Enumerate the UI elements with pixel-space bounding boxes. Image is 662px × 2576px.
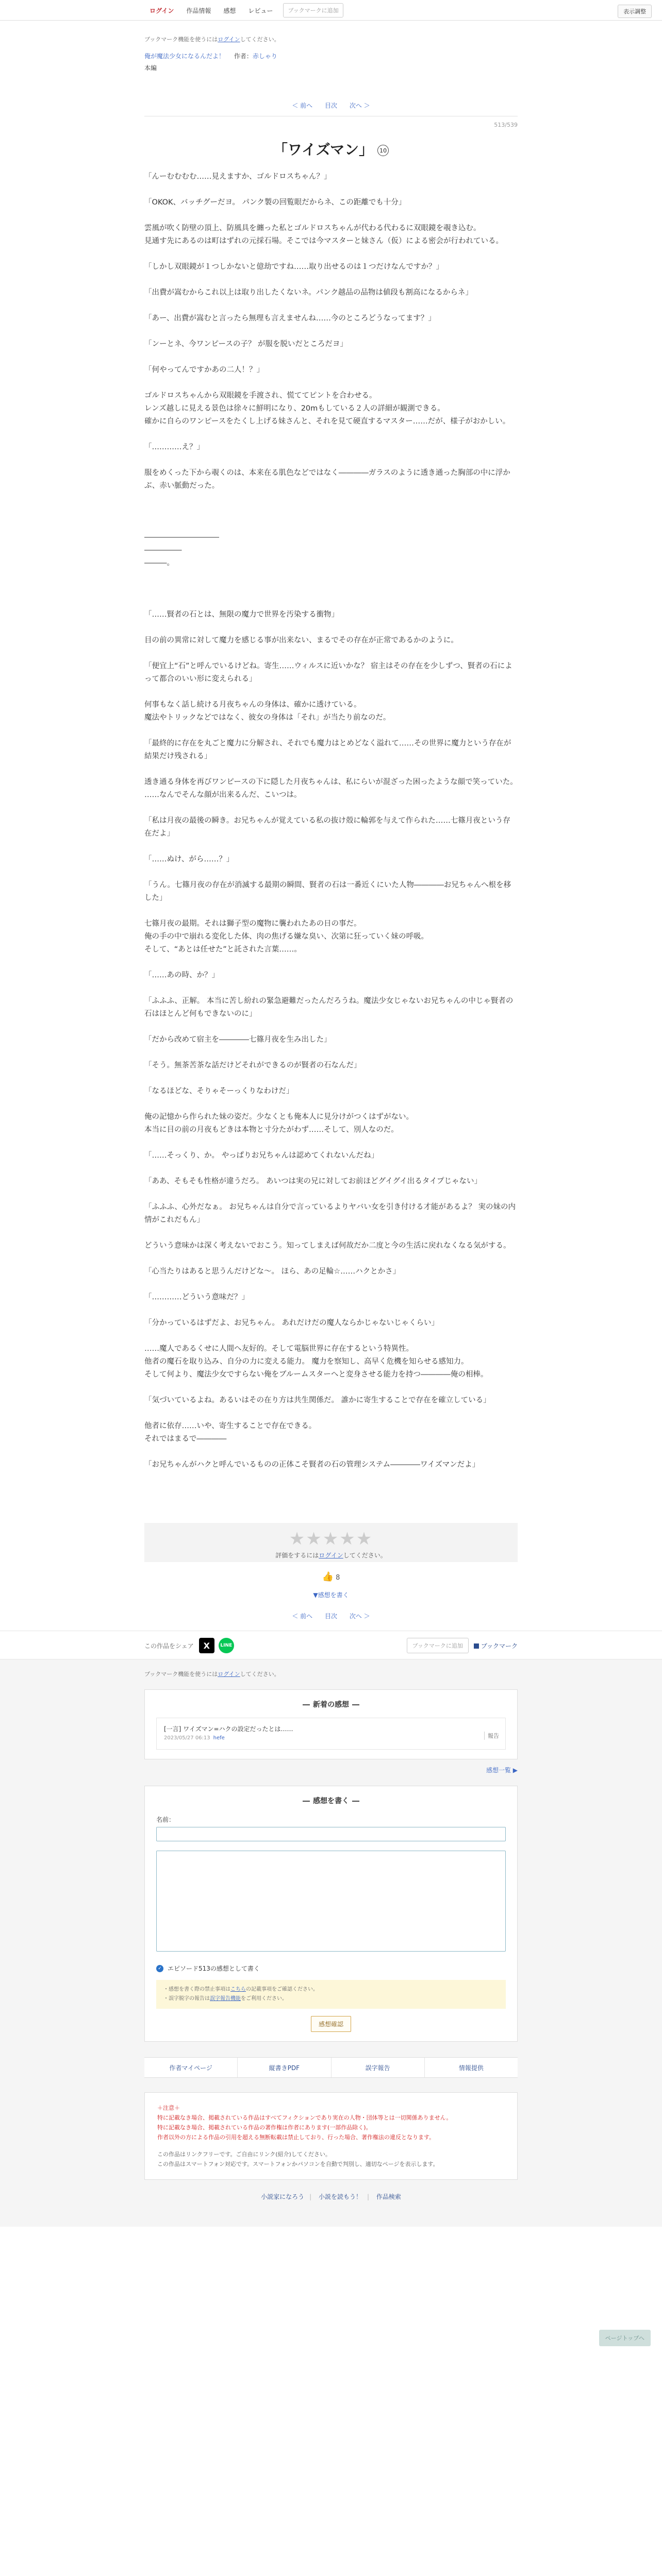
- bookmark-login-notice: [144, 21, 518, 43]
- confirm-wrap: [156, 2016, 506, 2032]
- novel-paragraph: [144, 1188, 518, 1201]
- novel-paragraph: 「OKOK、バッチグーだヨ。 パンク製の回覧眼だからネ、この距離でも十分」: [144, 198, 406, 207]
- rules-link[interactable]: こちら: [230, 1987, 246, 1992]
- form-notice-box: [156, 1980, 506, 2009]
- novel-paragraph: ……魔人であるくせに人間へ友好的。そして電脳世界に存在するという特異性。: [144, 1345, 413, 1353]
- toc-link[interactable]: 目次: [324, 102, 337, 109]
- thumbs-up-icon[interactable]: 👍: [322, 1571, 334, 1582]
- novel-paragraph: [144, 428, 518, 441]
- novel-paragraph: [144, 905, 518, 918]
- novel-paragraph: 俺の手の中で崩れる変化した体、肉の焦げる嫌な臭い、次第に狂っていく妹の呼吸。: [144, 933, 428, 941]
- info-provide-link[interactable]: 情報提供: [458, 2064, 484, 2072]
- notice-warning-box: [144, 2092, 518, 2180]
- novel-paragraph: 「ンーとネ、今ワンピースの子？ が服を脱いだところだヨ」: [144, 340, 347, 348]
- novel-paragraph: [144, 454, 518, 467]
- novel-paragraph: [144, 274, 518, 286]
- novel-paragraph: 「んーむむむむ……見えますか、ゴルドロスちゃん？」: [144, 173, 332, 181]
- novel-paragraph: 「なるほどな、そりゃそーっくりなわけだ」: [144, 1087, 294, 1095]
- episode-check-label: エピソード513の感想として書く: [168, 1965, 260, 1972]
- novel-paragraph: [144, 956, 518, 969]
- next-link-bottom[interactable]: 次へ ＞: [349, 1613, 370, 1620]
- novel-paragraph: [144, 802, 518, 815]
- report-button[interactable]: 報告: [484, 1732, 499, 1740]
- novel-paragraph: ――――――――――: [144, 533, 219, 541]
- novel-paragraph: 「最終的に存在を丸ごと魔力に分解され、それでも魔力はとめどなく溢れて……その世界に魔力という存在が結果だけ残される」: [144, 739, 511, 760]
- form-title-text: 感想を書く: [313, 1797, 349, 1805]
- rating-stars[interactable]: ★★★★★: [289, 1529, 373, 1549]
- novel-paragraph: 雲風が吹く防壁の頂上、防風具を纏った私とゴルドロスちゃんが代わる代わるに双眼鏡を覗き込む。: [144, 224, 481, 232]
- write-impression-title: ― 感想を書く ―: [303, 1797, 359, 1805]
- footer-nav: [144, 2057, 518, 2078]
- prev-link-bottom[interactable]: ＜ 前へ: [292, 1613, 313, 1620]
- novel-paragraph: [144, 493, 518, 505]
- form-notice-1: [163, 1985, 499, 1994]
- novel-paragraph: 「あー、出費が嵩むと言ったら無理も言えませんね……今のところどうなってます？」: [144, 314, 436, 323]
- episode-title: [144, 139, 518, 159]
- novel-paragraph: 見通す先にあるのは町はずれの元採石場。そこでは今マスターと妹さん（仮）による密会が行われている。: [144, 237, 503, 245]
- novel-paragraph: 「…………え？」: [144, 443, 204, 451]
- author-link[interactable]: 赤しゃり: [252, 53, 277, 60]
- novel-paragraph: 魔法やトリックなどではなく、彼女の身体は「それ」が当たり前なのだ。: [144, 714, 391, 722]
- novel-paragraph: 何事もなく話し続ける月夜ちゃんの身体は、確かに透けている。: [144, 701, 361, 709]
- novel-paragraph: [144, 1381, 518, 1394]
- novel-paragraph: [144, 1330, 518, 1343]
- novel-paragraph: どういう意味かは深く考えないでおこう。知ってしまえば何故だか二度と今の生活に戻れなくなる気がする。: [144, 1242, 511, 1250]
- impression-container: [144, 1670, 518, 2211]
- name-label: 名前：: [156, 1816, 175, 1823]
- checkbox-checked-icon[interactable]: ✓: [156, 1965, 163, 1972]
- novel-paragraph: [144, 209, 518, 222]
- chapter-label: 本編: [144, 64, 157, 72]
- toc-link-bottom[interactable]: 目次: [324, 1613, 337, 1620]
- notice-text-before: ブックマーク機能を使うには: [144, 36, 218, 43]
- novel-paragraph: 「……あの時、か？」: [144, 971, 219, 979]
- novel-paragraph: 俺の記憶から作られた妹の姿だ。少なくとも俺本人に見分けがつくはずがない。: [144, 1113, 413, 1121]
- bookmark-add-button-top[interactable]: ブックマークに追加: [283, 3, 343, 18]
- novel-paragraph: 「分かっているはずだよ、お兄ちゃん。 あれだけだの魔人ならかじゃないじゃくらい」: [144, 1319, 439, 1327]
- novel-paragraph: 「何やってんですかあの二人！？」: [144, 366, 264, 374]
- rating-box: [144, 1523, 518, 1562]
- novel-paragraph: 「心当たりはあると思うんだけどな～。 ほら、あの足輪☆……ハクとかさ」: [144, 1267, 401, 1276]
- novel-paragraph: 服をめくった下から覗くのは、本来在る肌色などではなく――――ガラスのように透き通った胸部の中に浮かぶ、赤い脈動だった。: [144, 469, 510, 490]
- write-impression-link[interactable]: ▼感想を書く: [313, 1591, 349, 1599]
- novel-paragraph: [144, 1072, 518, 1085]
- episode-title-text: 「ワイズマン」: [273, 141, 374, 158]
- like-count: 8: [336, 1574, 340, 1582]
- line-share-icon[interactable]: LINE: [219, 1638, 234, 1653]
- novel-paragraph: 「……賢者の石とは、無限の魔力で世界を汚染する衝物」: [144, 611, 339, 619]
- novel-paragraph: [144, 647, 518, 660]
- rating-text-before: 評価をするには: [275, 1552, 319, 1559]
- novel-paragraph: [144, 596, 518, 608]
- novel-paragraph: [144, 505, 518, 518]
- form-notice-1-before: ・感想を書く際の禁止事項は: [163, 1987, 230, 1992]
- novel-paragraph: そして、“あとは任せた”と託された言葉……。: [144, 945, 302, 954]
- novel-paragraph: 確かに自らのワンピースをたくし上げる妹さんと、それを見て硬直するマスター……だが、様子がおかしい。: [144, 417, 510, 426]
- impression-user-link[interactable]: hefe: [213, 1735, 225, 1741]
- episode-number: 513/539: [494, 122, 518, 128]
- novel-paragraph: ―――――: [144, 546, 182, 554]
- write-impression-anchor: [144, 1590, 518, 1599]
- novel-paragraph: [144, 840, 518, 853]
- novel-paragraph: 他者に依存……いや、寄生することで存在できる。: [144, 1422, 317, 1430]
- novel-paragraph: [144, 982, 518, 995]
- novel-paragraph: [144, 621, 518, 634]
- novel-paragraph: [144, 377, 518, 389]
- notice-text-after: してください。: [240, 36, 280, 43]
- novel-paragraph: 「そう。無茶苦茶な話だけどそれができるのが賢者の石なんだ」: [144, 1061, 361, 1070]
- typo-report-link[interactable]: 誤字報告機能: [210, 1996, 241, 2002]
- novel-paragraph: [144, 183, 518, 196]
- form-notice-2-before: ・誤字脱字の報告は: [163, 1996, 210, 2002]
- novel-paragraph: 「私は月夜の最後の瞬き。お兄ちゃんが覚えている私の抜け殻に輪郭を与えて作られた……七篠月夜という存在だよ」: [144, 817, 510, 838]
- form-notice-1-after: の記載事項をご確認ください。: [246, 1987, 318, 1992]
- warning-line-2: 特に記載なき場合、掲載されている作品の著作権は作者にあります(一部作品除く)。: [157, 2124, 372, 2131]
- main-container: [144, 21, 518, 1620]
- novel-paragraph: [144, 1021, 518, 1033]
- work-info-link[interactable]: 作品情報: [186, 7, 211, 14]
- novel-paragraph: レンズ越しに見える景色は徐々に鮮明になり、20mもしている２人の詳細が観測できる。: [144, 404, 445, 413]
- novel-paragraph: 「だから改めて宿主を――――七篠月夜を生み出した」: [144, 1036, 332, 1044]
- novel-paragraph: 「うん。七篠月夜の存在が消滅する最期の瞬間、賢者の石は一番近くにいた人物――――お兄ちゃんへ根を移した」: [144, 881, 511, 902]
- novel-title-link[interactable]: 俺が魔法少女になるんだよ！: [144, 53, 225, 60]
- novel-paragraph: [144, 686, 518, 699]
- novel-paragraph: ゴルドロスちゃんから双眼鏡を手渡され、慌ててピントを合わせる。: [144, 392, 377, 400]
- top-bar: [0, 0, 662, 21]
- share-bookmark-area: [407, 1638, 518, 1653]
- novel-paragraph: [144, 583, 518, 596]
- impression-item[interactable]: [156, 1718, 506, 1750]
- novel-paragraph: [144, 248, 518, 261]
- novel-paragraph: 「便宜上“石”と呼んでいるけどね。寄生……ウィルスに近いかな？ 宿主はその存在を少しずつ、賢者の石によって都合のいい形に変えられる」: [144, 662, 512, 683]
- typo-report-footer-link[interactable]: 誤字報告: [332, 2058, 425, 2077]
- novel-paragraph: 七篠月夜の最期。それは獅子型の魔物に襲われたあの日の事だ。: [144, 920, 361, 928]
- notice-login-link[interactable]: ログイン: [218, 36, 240, 43]
- display-settings-button[interactable]: 表示調整: [618, 5, 652, 18]
- bookmark-label: ブックマーク: [481, 1642, 518, 1650]
- novel-paragraph: [144, 763, 518, 776]
- bottom-links: 小説家になろう | 小説を読もう！ | 作品検索: [261, 2193, 401, 2200]
- impression-item-meta: [164, 1735, 498, 1741]
- novel-paragraph: 本当に目の前の月夜もどきは本物と寸分たがわず……そして、別人なのだ。: [144, 1126, 399, 1134]
- confirm-impression-button[interactable]: 感想確認: [311, 2016, 351, 2032]
- notice-text-before-2: ブックマーク機能を使うには: [144, 1671, 218, 1677]
- novel-paragraph: ―――。: [144, 559, 174, 567]
- novel-paragraph: [144, 299, 518, 312]
- novel-paragraph: 目の前の異常に対して魔力を感じる事が出来ない、まるでその存在が正常であるかのように。: [144, 636, 458, 645]
- episode-pager-top: [144, 101, 518, 110]
- novel-paragraph: 「ふふふ、正解。 本当に苦し紛れの緊急避難だったんだろうね。魔法少女じゃないお兄ちゃんの中じゃ賢者の石はほとんど何もできないのに」: [144, 997, 514, 1018]
- latest-impressions-title: ― 新着の感想 ―: [303, 1701, 359, 1709]
- novel-paragraph: [144, 1252, 518, 1265]
- novel-paragraph: 他者の魔石を取り込み、自分の力に変える能力。 魔力を察知し、高早く危機を知らせる感知力。: [144, 1358, 469, 1366]
- novel-paragraph: [144, 1098, 518, 1111]
- next-link[interactable]: 次へ ＞: [349, 102, 370, 109]
- name-input[interactable]: [156, 1827, 506, 1841]
- novel-paragraph: 「気づいているよね。あるいはその在り方は共生関係だ。 誰かに寄生することで存在を確立している」: [144, 1396, 491, 1404]
- latest-impressions-box: [144, 1689, 518, 1759]
- novel-paragraph: 「お兄ちゃんがハクと呼んでいるものの正体こそ賢者の石の管理システム――――ワイズマンだよ」: [144, 1461, 480, 1469]
- warning-line-1: 特に記載なき場合、掲載されている作品はすべてフィクションであり実在の人物・団体等とは一切関係ありません。: [157, 2114, 452, 2121]
- impression-item-title[interactable]: [一言] ワイズマン=ハクの設定だったとは……: [164, 1725, 293, 1733]
- likes[interactable]: [144, 1571, 518, 1582]
- novel-paragraph: [144, 1278, 518, 1291]
- novel-paragraph: 「ふふふ、心外だなぁ。 お兄ちゃんは自分で言っているよりヤバい女を引き付ける才能があるよ？ 実の妹の内情がこれだもん」: [144, 1203, 516, 1224]
- episode-pager-bottom: [144, 1612, 518, 1620]
- novel-paragraph: [144, 1227, 518, 1240]
- narou-link[interactable]: 小説家になろう: [261, 2193, 305, 2200]
- novel-paragraph: [144, 866, 518, 879]
- impressions-link[interactable]: 感想: [223, 7, 236, 14]
- yomou-link[interactable]: 小説を読もう！: [318, 2193, 362, 2200]
- back-to-top-button[interactable]: ページトップへ: [599, 2330, 651, 2346]
- novel-paragraph: ……なんでそんな顔が出来るんだ、こいつは。: [144, 791, 302, 799]
- notice-text-after-2: してください。: [240, 1671, 280, 1677]
- novel-paragraph: [144, 351, 518, 364]
- login-link[interactable]: ログイン: [150, 7, 174, 14]
- novel-paragraph: [144, 1046, 518, 1059]
- bookmark-add-button[interactable]: ブックマークに追加: [407, 1638, 469, 1653]
- age-badge: 10: [377, 145, 389, 156]
- reviews-link[interactable]: レビュー: [248, 7, 273, 14]
- novel-paragraph: [144, 570, 518, 583]
- form-notice-2: [163, 1994, 499, 2004]
- bookmark-login-notice-2: [144, 1670, 518, 1678]
- prev-link[interactable]: ＜ 前へ: [292, 102, 313, 109]
- novel-paragraph: [144, 1407, 518, 1420]
- novel-paragraph: [144, 724, 518, 737]
- form-notice-2-after: をご利用ください。: [241, 1996, 287, 2002]
- author-label: 作者：: [234, 53, 253, 60]
- share-row: [0, 1631, 662, 1659]
- bookmark-icon: [474, 1643, 479, 1649]
- novel-paragraph: 「……ぬけ、がら……？」: [144, 855, 234, 863]
- rating-login-link[interactable]: ログイン: [319, 1552, 343, 1559]
- impression-area: [0, 1659, 662, 2227]
- novel-paragraph: 「しかし双眼鏡が１つしかないと億劫ですね……取り出せるのは１つだけなんですか？」: [144, 263, 443, 271]
- novel-paragraph: 「……そっくり、か。 やっぱりお兄ちゃんは認めてくれないんだね」: [144, 1151, 379, 1160]
- novel-paragraph: [144, 1137, 518, 1149]
- novel-body: [144, 171, 518, 1471]
- impression-list-link[interactable]: 感想一覧 ▶: [486, 1767, 518, 1774]
- rating-text: [144, 1551, 518, 1560]
- author-mypage-link[interactable]: 作者マイページ: [144, 2058, 238, 2077]
- novel-paragraph: [144, 1446, 518, 1459]
- warning-line-3: 作者以外の方による作品の引用を超える無断転載は禁止しており、行った場合、著作権法の違反となります。: [157, 2134, 435, 2141]
- smartphone-note: この作品はスマートフォン対応です。スマートフォンかパソコンを自動で判別し、適切なページを表示します。: [157, 2161, 439, 2167]
- novel-paragraph: そして何より、魔法少女ですらない俺をブルームスターへと変身させる能力を持つ――――俺の相棒。: [144, 1370, 488, 1379]
- novel-paragraph: [144, 325, 518, 338]
- novel-paragraph: それではまるで――――: [144, 1435, 227, 1443]
- x-share-icon[interactable]: X: [199, 1638, 214, 1653]
- warning-heading: ＋注意＋: [157, 2105, 180, 2111]
- top-nav: [144, 0, 518, 21]
- novel-meta: [144, 43, 518, 72]
- search-link[interactable]: 作品検索: [376, 2193, 401, 2200]
- bookmark-button[interactable]: [474, 1641, 518, 1650]
- novel-paragraph: 「…………どういう意味だ？」: [144, 1293, 249, 1301]
- vertical-pdf-link[interactable]: 縦書きPDF: [238, 2058, 331, 2077]
- share-inner: [144, 1631, 518, 1660]
- novel-paragraph: [144, 1162, 518, 1175]
- rating-text-after: してください。: [343, 1552, 387, 1559]
- novel-paragraph: 「出費が嵩むからこれ以上は取り出したくないネ。パンク越品の品物は値段も割高になるからネ」: [144, 289, 473, 297]
- impression-list-anchor: [144, 1766, 518, 1774]
- impression-textarea[interactable]: [156, 1851, 506, 1952]
- episode-check-row[interactable]: [156, 1964, 506, 1973]
- novel-paragraph: [144, 518, 518, 531]
- linkfree-note: この作品はリンクフリーです。ご自由にリンク(紹介)してください。: [157, 2151, 331, 2158]
- novel-paragraph: 「ああ、そもそも性格が違うだろ。 あいつは実の兄に対してお前ほどグイグイ出るタイプじゃない」: [144, 1177, 482, 1185]
- novel-paragraph: [144, 1304, 518, 1317]
- share-label: この作品をシェア: [144, 1642, 194, 1650]
- notice-login-link-2[interactable]: ログイン: [218, 1671, 240, 1677]
- latest-title-text: 新着の感想: [313, 1701, 349, 1709]
- write-impression-box: [144, 1786, 518, 2042]
- impression-date: 2023/05/27 06:13: [164, 1735, 210, 1741]
- novel-paragraph: 透き通る身体を再びワンピースの下に隠した月夜ちゃんは、私にらいが混ざった困ったような顔で笑っていた。: [144, 778, 518, 786]
